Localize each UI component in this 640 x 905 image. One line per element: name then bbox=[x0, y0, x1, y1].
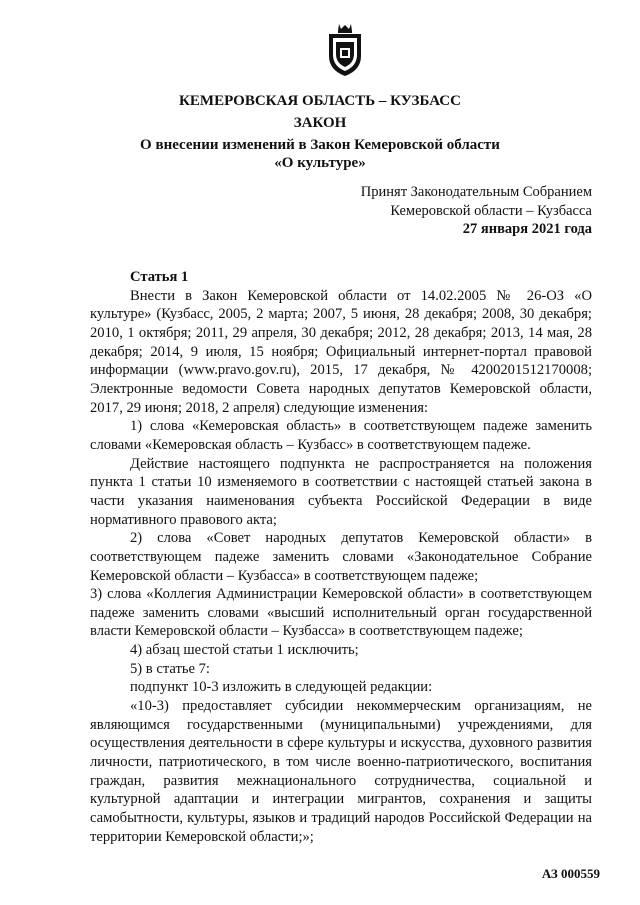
article-paragraph: 1) слова «Кемеровская область» в соответствующем падеже заменить словами «Кемеровская область – Кузбасс» в соответствующем падеже. bbox=[90, 418, 592, 453]
article-paragraph: Действие настоящего подпункта не распространяется на положения пункта 1 статьи 10 изменяемого в соответствии с настоящей статьей закона в части указания наименования субъекта Российской Федерации в виде нормативного правового акта; bbox=[90, 455, 592, 528]
article-paragraph: подпункт 10-3 изложить в следующей редакции: bbox=[130, 679, 433, 696]
article-paragraph: Внести в Закон Кемеровской области от 14.02.2005 № 26-ОЗ «О культуре» (Кузбасс, 2005, 2 марта; 2007, 5 июня, 28 декабря; 2008, 30 декабря; 2010, 1 октября; 2011, 29 апреля, 30 декабря; 2012, 28 декабря; 2013, 14 мая, 28 декабря; 2014, 9 июля, 15 ноября; Официальный интернет-портал правовой информации (www.pravo.gov.ru), 2015, 17 декабря, № 4200201512170008; Электронные ведомости Совета народных депутатов Кемеровской области, 2017, 29 июня; 2018, 2 апреля) следующие изменения: bbox=[90, 287, 592, 416]
law-title-line-2: «О культуре» bbox=[274, 155, 366, 171]
article-paragraph: 4) абзац шестой статьи 1 исключить; bbox=[130, 642, 359, 659]
adoption-line-1: Принят Законодательным Собранием bbox=[360, 184, 592, 200]
adoption-line-2: Кемеровской области – Кузбасса bbox=[390, 202, 592, 219]
article-paragraph: 3) слова «Коллегия Администрации Кемеровской области» в соответствующем падеже заменить словами «высший исполнительный орган государственной власти Кемеровской области – Кузбасса» в соответствующем падеже; bbox=[90, 586, 592, 640]
article-title: Статья 1 bbox=[130, 269, 189, 285]
law-title-line-1: О внесении изменений в Закон Кемеровской области bbox=[140, 137, 500, 153]
article-paragraph: «10-3) предоставляет субсидии некоммерческим организациям, не являющимся государственными (муниципальными) учреждениями, для осуществления деятельности в сфере культуры и искусства, духовного развития личности, патриотического, в том числе военно-патриотического, воспитания граждан, развития межнационального сотрудничества, социальной и культурной адаптации и интеграции мигрантов, сохранения и защиты самобытности, культуры, языков и традиций народов Российской Федерации на территории Кемеровской области;»; bbox=[90, 698, 592, 845]
serial-number: АЗ 000559 bbox=[541, 866, 600, 881]
article-paragraph: 2) слова «Совет народных депутатов Кемеровской области» в соответствующем падеже заменить словами «Законодательное Собрание Кемеровской области – Кузбасса» в соответствующем падеже; bbox=[90, 530, 592, 584]
coat-of-arms-icon bbox=[325, 22, 365, 78]
document-type: ЗАКОН bbox=[293, 115, 347, 131]
adoption-date: 27 января 2021 года bbox=[462, 221, 592, 237]
article-paragraph: 5) в статье 7: bbox=[130, 660, 210, 677]
adoption-block bbox=[361, 183, 592, 239]
region-heading: КЕМЕРОВСКАЯ ОБЛАСТЬ – КУЗБАСС bbox=[179, 93, 461, 109]
article-body bbox=[90, 268, 592, 846]
